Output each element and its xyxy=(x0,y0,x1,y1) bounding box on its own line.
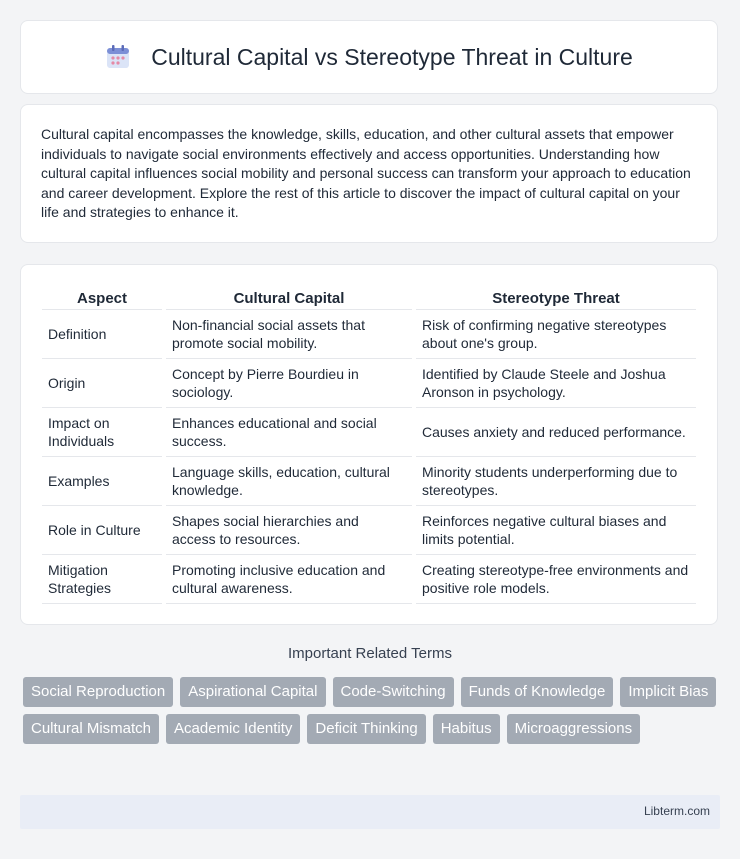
column-header-stereotype-threat: Stereotype Threat xyxy=(416,287,696,310)
table-header-row xyxy=(42,287,696,310)
cultural-capital-cell: Enhances educational and social success. xyxy=(166,408,412,457)
table-row xyxy=(42,408,696,457)
related-terms-list xyxy=(23,677,723,744)
stereotype-threat-cell: Causes anxiety and reduced performance. xyxy=(416,408,696,457)
stereotype-threat-cell: Reinforces negative cultural biases and limits potential. xyxy=(416,506,696,555)
comparison-table xyxy=(38,287,700,604)
stereotype-threat-cell: Creating stereotype-free environments and positive role models. xyxy=(416,555,696,604)
aspect-cell: Impact on Individuals xyxy=(42,408,162,457)
page-title: Cultural Capital vs Stereotype Threat in Culture xyxy=(151,43,633,70)
footer-site-link[interactable]: Libterm.com xyxy=(643,804,710,818)
cultural-capital-cell: Language skills, education, cultural knowledge. xyxy=(166,457,412,506)
comparison-table-card xyxy=(20,264,718,625)
intro-card xyxy=(20,104,718,243)
related-term-tag[interactable]: Implicit Bias xyxy=(620,677,716,707)
title-card xyxy=(20,20,718,94)
calendar-icon xyxy=(105,44,131,70)
related-term-tag[interactable]: Cultural Mismatch xyxy=(23,714,159,744)
footer xyxy=(20,795,720,829)
table-row xyxy=(42,310,696,359)
related-terms-title: Important Related Terms xyxy=(288,645,452,662)
cultural-capital-cell: Promoting inclusive education and cultural awareness. xyxy=(166,555,412,604)
related-term-tag[interactable]: Code-Switching xyxy=(333,677,454,707)
stereotype-threat-cell: Risk of confirming negative stereotypes about one's group. xyxy=(416,310,696,359)
related-term-tag[interactable]: Social Reproduction xyxy=(23,677,173,707)
related-term-tag[interactable]: Academic Identity xyxy=(166,714,300,744)
related-term-tag[interactable]: Funds of Knowledge xyxy=(461,677,614,707)
cultural-capital-cell: Shapes social hierarchies and access to resources. xyxy=(166,506,412,555)
table-row xyxy=(42,457,696,506)
related-term-tag[interactable]: Aspirational Capital xyxy=(180,677,325,707)
related-term-tag[interactable]: Habitus xyxy=(433,714,500,744)
related-term-tag[interactable]: Microaggressions xyxy=(507,714,641,744)
aspect-cell: Role in Culture xyxy=(42,506,162,555)
table-row xyxy=(42,506,696,555)
aspect-cell: Examples xyxy=(42,457,162,506)
related-term-tag[interactable]: Deficit Thinking xyxy=(307,714,425,744)
cultural-capital-cell: Non-financial social assets that promote social mobility. xyxy=(166,310,412,359)
table-row xyxy=(42,555,696,604)
aspect-cell: Definition xyxy=(42,310,162,359)
stereotype-threat-cell: Identified by Claude Steele and Joshua Aronson in psychology. xyxy=(416,359,696,408)
aspect-cell: Mitigation Strategies xyxy=(42,555,162,604)
column-header-aspect: Aspect xyxy=(42,287,162,310)
column-header-cultural-capital: Cultural Capital xyxy=(166,287,412,310)
table-row xyxy=(42,359,696,408)
intro-text: Cultural capital encompasses the knowledge, skills, education, and other cultural assets that empower individuals to navigate social environments effectively and access opportunities. Understanding how cultural capital influences social mobility and personal success can transform your approach to education and career development. Explore the rest of this article to discover the impact of cultural capital on your life and strategies to enhance it. xyxy=(41,126,691,220)
aspect-cell: Origin xyxy=(42,359,162,408)
cultural-capital-cell: Concept by Pierre Bourdieu in sociology. xyxy=(166,359,412,408)
stereotype-threat-cell: Minority students underperforming due to stereotypes. xyxy=(416,457,696,506)
